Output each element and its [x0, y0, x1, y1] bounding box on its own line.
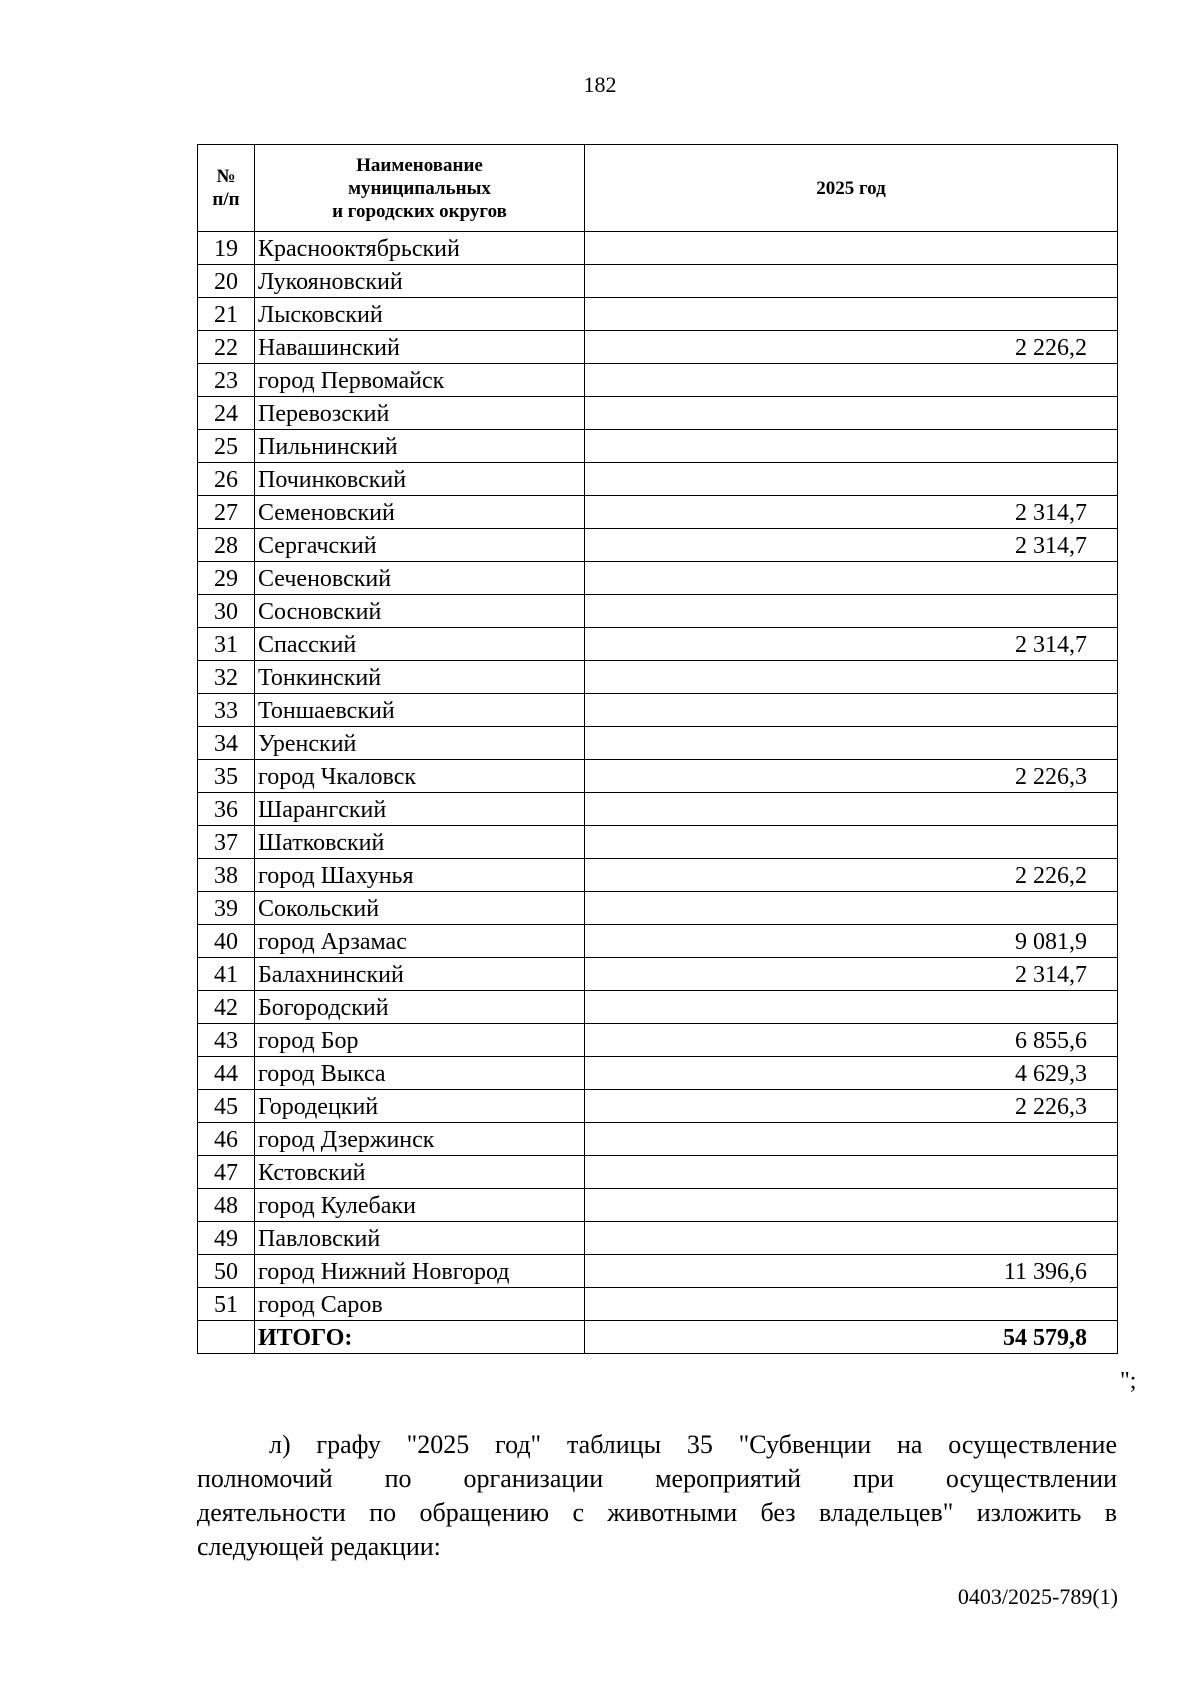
row-name: Починковский — [255, 463, 585, 496]
table-row — [198, 1156, 1118, 1189]
row-name: город Кулебаки — [255, 1189, 585, 1222]
row-number: 20 — [198, 265, 255, 298]
row-name: Пильнинский — [255, 430, 585, 463]
table-row — [198, 826, 1118, 859]
row-name: город Саров — [255, 1288, 585, 1321]
row-number: 38 — [198, 859, 255, 892]
row-value — [585, 1288, 1118, 1321]
instruction-line: л) графу "2025 год" таблицы 35 "Субвенции на осуществление — [269, 1430, 1117, 1459]
row-name: город Выкса — [255, 1057, 585, 1090]
row-value — [585, 1123, 1118, 1156]
row-name: Шатковский — [255, 826, 585, 859]
row-name: Спасский — [255, 628, 585, 661]
table-row — [198, 529, 1118, 562]
row-name: город Дзержинск — [255, 1123, 585, 1156]
row-name: Сергачский — [255, 529, 585, 562]
table-row — [198, 859, 1118, 892]
table-row — [198, 364, 1118, 397]
total-number — [198, 1321, 255, 1354]
table-row — [198, 1255, 1118, 1288]
row-value: 2 226,3 — [585, 1090, 1118, 1123]
subvention-table — [197, 144, 1118, 1354]
row-number: 41 — [198, 958, 255, 991]
row-number: 37 — [198, 826, 255, 859]
row-number: 24 — [198, 397, 255, 430]
row-number: 33 — [198, 694, 255, 727]
row-value — [585, 892, 1118, 925]
table-row — [198, 1288, 1118, 1321]
row-number: 39 — [198, 892, 255, 925]
table-row — [198, 1222, 1118, 1255]
header-year-text: 2025 год — [816, 177, 886, 199]
row-name: Кстовский — [255, 1156, 585, 1189]
row-name: Тонкинский — [255, 661, 585, 694]
closing-quote: "; — [1120, 1368, 1137, 1394]
row-name: Навашинский — [255, 331, 585, 364]
row-name: Городецкий — [255, 1090, 585, 1123]
row-value: 2 314,7 — [585, 628, 1118, 661]
row-name: город Бор — [255, 1024, 585, 1057]
table-row — [198, 232, 1118, 265]
table-row — [198, 430, 1118, 463]
row-number: 47 — [198, 1156, 255, 1189]
row-name: город Нижний Новгород — [255, 1255, 585, 1288]
row-name: Шарангский — [255, 793, 585, 826]
total-value: 54 579,8 — [585, 1321, 1118, 1354]
row-value: 2 226,2 — [585, 859, 1118, 892]
table-row — [198, 727, 1118, 760]
row-name: Перевозский — [255, 397, 585, 430]
table-row — [198, 991, 1118, 1024]
row-name: город Чкаловск — [255, 760, 585, 793]
table-row — [198, 1090, 1118, 1123]
table-row — [198, 925, 1118, 958]
table-row — [198, 1057, 1118, 1090]
row-number: 31 — [198, 628, 255, 661]
row-value: 2 314,7 — [585, 496, 1118, 529]
row-value — [585, 364, 1118, 397]
row-value — [585, 562, 1118, 595]
row-number: 21 — [198, 298, 255, 331]
document-code: 0403/2025-789(1) — [957, 1584, 1118, 1609]
table-row — [198, 298, 1118, 331]
instruction-line: следующей редакции: — [197, 1532, 441, 1561]
row-number: 26 — [198, 463, 255, 496]
row-name: Сокольский — [255, 892, 585, 925]
page-number: 182 — [583, 72, 617, 97]
row-value — [585, 463, 1118, 496]
table-row — [198, 463, 1118, 496]
row-value — [585, 595, 1118, 628]
row-name: Богородский — [255, 991, 585, 1024]
row-value — [585, 397, 1118, 430]
table-row — [198, 892, 1118, 925]
row-value: 4 629,3 — [585, 1057, 1118, 1090]
row-value: 2 314,7 — [585, 958, 1118, 991]
row-number: 42 — [198, 991, 255, 1024]
row-value — [585, 826, 1118, 859]
row-value — [585, 430, 1118, 463]
table-row — [198, 694, 1118, 727]
row-number: 46 — [198, 1123, 255, 1156]
row-name: Семеновский — [255, 496, 585, 529]
row-number: 32 — [198, 661, 255, 694]
row-value: 2 226,2 — [585, 331, 1118, 364]
row-value — [585, 1156, 1118, 1189]
row-value — [585, 991, 1118, 1024]
row-value — [585, 1222, 1118, 1255]
row-number: 44 — [198, 1057, 255, 1090]
table-row — [198, 628, 1118, 661]
row-value — [585, 265, 1118, 298]
header-number-text: № п/п — [212, 166, 240, 210]
row-value — [585, 694, 1118, 727]
row-name: Сеченовский — [255, 562, 585, 595]
table-row — [198, 958, 1118, 991]
header-number — [198, 145, 255, 232]
row-name: город Первомайск — [255, 364, 585, 397]
instruction-line: полномочий по организации мероприятий при осуществлении — [197, 1464, 1117, 1493]
row-value — [585, 661, 1118, 694]
row-name: Балахнинский — [255, 958, 585, 991]
row-number: 48 — [198, 1189, 255, 1222]
header-year — [585, 145, 1118, 232]
row-name: Сосновский — [255, 595, 585, 628]
row-value — [585, 232, 1118, 265]
table-row — [198, 562, 1118, 595]
table-body — [198, 232, 1118, 1354]
row-value — [585, 298, 1118, 331]
row-name: Лукояновский — [255, 265, 585, 298]
row-number: 36 — [198, 793, 255, 826]
row-name: Лысковский — [255, 298, 585, 331]
row-number: 23 — [198, 364, 255, 397]
header-name — [255, 145, 585, 232]
row-value: 11 396,6 — [585, 1255, 1118, 1288]
row-number: 43 — [198, 1024, 255, 1057]
row-name: Краснооктябрьский — [255, 232, 585, 265]
instruction-paragraph — [197, 1428, 1117, 1564]
row-number: 22 — [198, 331, 255, 364]
row-value: 9 081,9 — [585, 925, 1118, 958]
table-row — [198, 1189, 1118, 1222]
table-row — [198, 661, 1118, 694]
row-name: Уренский — [255, 727, 585, 760]
row-number: 49 — [198, 1222, 255, 1255]
table-header-row — [198, 145, 1118, 232]
row-number: 34 — [198, 727, 255, 760]
row-number: 40 — [198, 925, 255, 958]
total-label: ИТОГО: — [255, 1321, 585, 1354]
row-value: 6 855,6 — [585, 1024, 1118, 1057]
row-value: 2 226,3 — [585, 760, 1118, 793]
row-value — [585, 793, 1118, 826]
row-value: 2 314,7 — [585, 529, 1118, 562]
row-name: город Шахунья — [255, 859, 585, 892]
table-row — [198, 760, 1118, 793]
row-name: город Арзамас — [255, 925, 585, 958]
row-number: 30 — [198, 595, 255, 628]
table-row — [198, 397, 1118, 430]
row-name: Тоншаевский — [255, 694, 585, 727]
row-number: 51 — [198, 1288, 255, 1321]
row-number: 35 — [198, 760, 255, 793]
table-row — [198, 595, 1118, 628]
row-number: 28 — [198, 529, 255, 562]
row-name: Павловский — [255, 1222, 585, 1255]
table-row — [198, 265, 1118, 298]
table-row — [198, 1123, 1118, 1156]
row-value — [585, 1189, 1118, 1222]
table-row — [198, 496, 1118, 529]
row-number: 25 — [198, 430, 255, 463]
total-row — [198, 1321, 1118, 1354]
header-name-text: Наименование муниципальных и городских округов — [332, 154, 507, 222]
row-number: 45 — [198, 1090, 255, 1123]
row-number: 19 — [198, 232, 255, 265]
row-number: 27 — [198, 496, 255, 529]
table-row — [198, 793, 1118, 826]
table-row — [198, 331, 1118, 364]
row-value — [585, 727, 1118, 760]
row-number: 29 — [198, 562, 255, 595]
instruction-line: деятельности по обращению с животными без владельцев" изложить в — [197, 1498, 1117, 1527]
table-row — [198, 1024, 1118, 1057]
row-number: 50 — [198, 1255, 255, 1288]
